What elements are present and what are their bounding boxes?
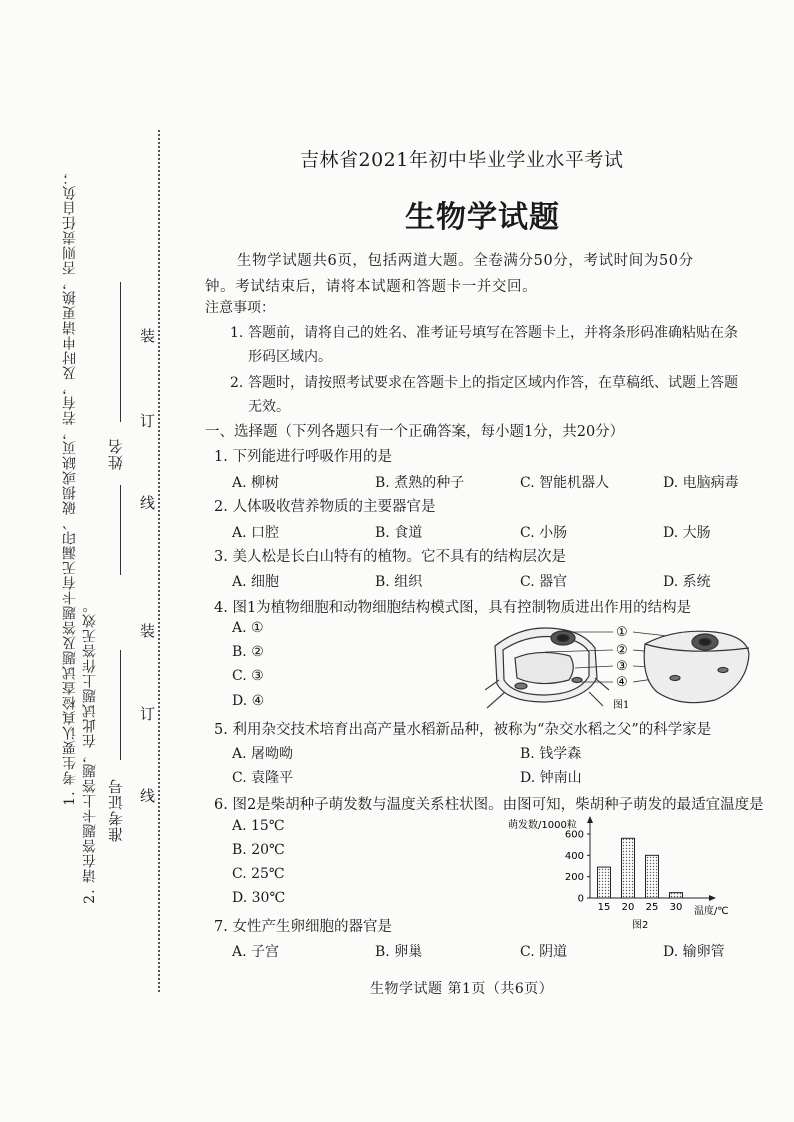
fig1-label-3: ③ (616, 659, 628, 674)
question-1: 1. 下列能进行呼吸作用的是 (214, 449, 392, 465)
figure-1-cell-diagram (485, 618, 755, 712)
fig1-caption: 图1 (613, 700, 630, 711)
x-tick-label-3: 30 (669, 902, 683, 913)
chart-caption: 图2 (632, 920, 649, 931)
q6-option-a: A. 15℃ (232, 818, 285, 834)
question-2: 2. 人体吸收营养物质的主要器官是 (214, 499, 436, 515)
q1-option-c: C. 智能机器人 (520, 475, 610, 491)
question-6: 6. 图2是柴胡种子萌发数与温度关系柱状图。由图可知，柴胡种子萌发的最适宜温度是 (214, 797, 764, 813)
page-footer: 生物学试题 第1页（共6页） (370, 981, 554, 997)
notice-1: 1. 考生要认真检查试题及答题卡有无漏印、破损或缺页，若有，及时申请更换，否则责任自负； (62, 170, 78, 806)
note-2-num: 2. (230, 375, 244, 391)
subject-title: 生物学试题 (405, 200, 560, 235)
y-tick-label-0: 0 (577, 893, 584, 905)
bind-zhuang-2: 装 (140, 622, 156, 640)
q5-option-d: D. 钟南山 (520, 770, 582, 786)
question-7: 7. 女性产生卵细胞的器官是 (214, 919, 392, 935)
exam-title: 吉林省2021年初中毕业学业水平考试 (300, 149, 624, 171)
q1-option-d: D. 电脑病毒 (663, 475, 739, 491)
question-5: 5. 利用杂交技术培育出高产量水稻新品种，被称为“杂交水稻之父”的科学家是 (214, 722, 712, 738)
name-label: 姓名 (107, 438, 125, 470)
q3-option-a: A. 细胞 (232, 574, 280, 590)
q5-option-a: A. 屠呦呦 (232, 746, 294, 762)
x-tick-label-1: 20 (621, 902, 635, 913)
exam-id-field-line (120, 650, 121, 760)
name-field-line (120, 282, 121, 422)
q5-option-c: C. 袁隆平 (232, 770, 294, 786)
fig1-label-1: ① (616, 625, 628, 640)
bind-ding-2: 订 (140, 705, 156, 723)
chart-xlabel: 温度/℃ (694, 906, 729, 917)
q2-option-b: B. 食道 (375, 525, 423, 541)
q6-option-b: B. 20℃ (232, 842, 285, 858)
bind-zhuang-1: 装 (140, 327, 156, 345)
q7-option-c: C. 阴道 (520, 944, 568, 960)
notice-2: 2. 请在答题卡上答题，在此试题上作答无效。 (82, 598, 98, 904)
q3-option-b: B. 组织 (375, 574, 423, 590)
question-4: 4. 图1为植物细胞和动物细胞结构模式图，具有控制物质进出作用的结构是 (214, 600, 692, 616)
q4-option-c: C. ③ (232, 668, 264, 684)
bind-xian-1: 线 (140, 494, 156, 512)
note-2 (230, 371, 760, 419)
bar-20 (622, 838, 635, 898)
plant-cell (485, 628, 609, 708)
bind-xian-2: 线 (140, 787, 156, 805)
notes-title: 注意事项： (205, 300, 275, 316)
y-tick-label-2: 400 (564, 850, 584, 862)
fig1-label-4: ④ (616, 675, 628, 690)
q7-option-d: D. 输卵管 (663, 944, 725, 960)
bind-ding-1: 订 (140, 412, 156, 430)
q6-option-c: C. 25℃ (232, 866, 285, 882)
name-field-line-lower (120, 485, 121, 575)
q3-option-c: C. 器官 (520, 574, 568, 590)
y-tick-label-3: 600 (564, 829, 584, 841)
intro-line-1: 生物学试题共6页，包括两道大题。全卷满分50分，考试时间为50分 (236, 253, 694, 269)
x-tick-label-0: 15 (597, 902, 611, 913)
q6-option-d: D. 30℃ (232, 890, 286, 906)
intro-line-2: 钟。考试结束后，请将本试题和答题卡一并交回。 (205, 279, 538, 295)
y-tick-label-1: 200 (564, 872, 584, 884)
q2-option-a: A. 口腔 (232, 525, 280, 541)
note-2-line-2: 无效。 (248, 399, 290, 415)
binding-line (158, 130, 160, 992)
section-1-heading: 一、选择题（下列各题只有一个正确答案，每小题1分，共20分） (205, 424, 625, 440)
chart-y-arrow (587, 816, 593, 823)
q7-option-a: A. 子宫 (232, 944, 280, 960)
q1-option-a: A. 柳树 (232, 475, 280, 491)
chart-x-arrow (709, 895, 716, 901)
q5-option-b: B. 钱学森 (520, 746, 582, 762)
bar-15 (598, 867, 611, 898)
q4-option-a: A. ① (232, 620, 264, 636)
animal-cell (644, 631, 749, 702)
note-1-line-1: 答题前，请将自己的姓名、准考证号填写在答题卡上，并将条形码准确粘贴在条 (248, 325, 738, 341)
q1-option-b: B. 煮熟的种子 (375, 475, 465, 491)
q3-option-d: D. 系统 (663, 574, 711, 590)
figure-2-bar-chart (490, 814, 740, 932)
q4-option-d: D. ④ (232, 693, 265, 709)
bar-30 (670, 893, 683, 898)
q4-option-b: B. ② (232, 644, 264, 660)
q2-option-d: D. 大肠 (663, 525, 711, 541)
note-1 (230, 321, 760, 369)
note-1-line-2: 形码区域内。 (248, 349, 332, 365)
fig1-label-2: ② (616, 643, 628, 658)
q2-option-c: C. 小肠 (520, 525, 568, 541)
x-tick-label-2: 25 (645, 902, 659, 913)
note-2-line-1: 答题时，请按照考试要求在答题卡上的指定区域内作答，在草稿纸、试题上答题 (248, 375, 738, 391)
chart-ylabel: 萌发数/1000粒 (508, 820, 577, 831)
q7-option-b: B. 卵巢 (375, 944, 423, 960)
question-3: 3. 美人松是长白山特有的植物。它不具有的结构层次是 (214, 549, 566, 565)
exam-id-label: 准考证号 (107, 778, 125, 842)
bar-25 (646, 855, 659, 898)
intro (205, 248, 760, 300)
note-1-num: 1. (230, 325, 244, 341)
